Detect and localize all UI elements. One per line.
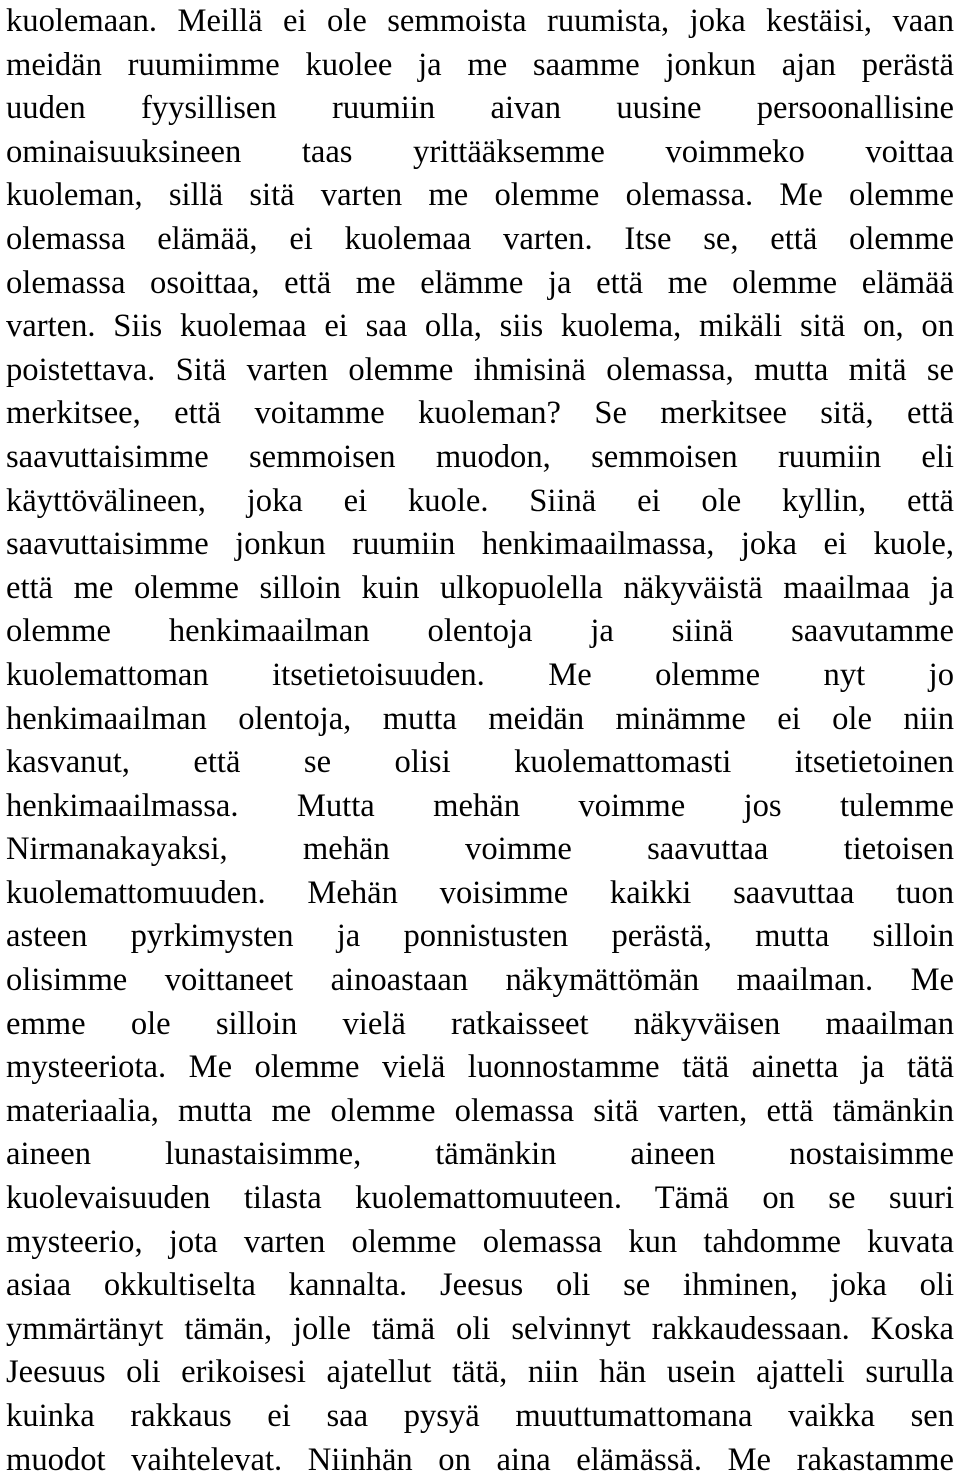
text-line: olemme henkimaailman olentoja ja siinä saavutamme xyxy=(6,613,954,650)
text-line: kuolemattoman itsetietoisuuden. Me olemme nyt jo xyxy=(6,656,954,693)
text-line: ymmärtänyt tämän, jolle tämä oli selvinnyt rakkaudessaan. Koska xyxy=(6,1310,954,1347)
text-line: Nirmanakayaksi, mehän voimme saavuttaa tietoisen xyxy=(6,831,954,868)
text-line: emme ole silloin vielä ratkaisseet näkyväisen maailman xyxy=(6,1005,954,1042)
text-line: merkitsee, että voitamme kuoleman? Se merkitsee sitä, että xyxy=(6,395,954,432)
text-line: asiaa okkultiselta kannalta. Jeesus oli se ihminen, joka oli xyxy=(6,1267,954,1304)
text-line: uuden fyysillisen ruumiin aivan uusine persoonallisine xyxy=(6,90,954,127)
text-line: meidän ruumiimme kuolee ja me saamme jonkun ajan perästä xyxy=(6,46,954,83)
text-line: käyttövälineen, joka ei kuole. Siinä ei ole kyllin, että xyxy=(6,482,954,519)
text-line: varten. Siis kuolemaa ei saa olla, siis kuolema, mikäli sitä on, on xyxy=(6,308,954,345)
text-line: materiaalia, mutta me olemme olemassa sitä varten, että tämänkin xyxy=(6,1092,954,1129)
text-line: poistettava. Sitä varten olemme ihmisinä olemassa, mutta mitä se xyxy=(6,351,954,388)
text-line: muodot vaihtelevat. Niinhän on aina elämässä. Me rakastamme xyxy=(6,1441,954,1478)
text-line: kuolemattomuuden. Mehän voisimme kaikki saavuttaa tuon xyxy=(6,874,954,911)
text-line: olemassa elämää, ei kuolemaa varten. Itse se, että olemme xyxy=(6,220,954,257)
text-line: kuinka rakkaus ei saa pysyä muuttumattomana vaikka sen xyxy=(6,1398,954,1434)
text-line: kasvanut, että se olisi kuolemattomasti itsetietoinen xyxy=(6,744,954,781)
document-page xyxy=(6,0,954,1482)
text-line: saavuttaisimme jonkun ruumiin henkimaailmassa, joka ei kuole, xyxy=(6,526,954,563)
text-line: saavuttaisimme semmoisen muodon, semmoisen ruumiin eli xyxy=(6,438,954,475)
text-line: aineen lunastaisimme, tämänkin aineen nostaisimme xyxy=(6,1136,954,1173)
text-line: olisimme voittaneet ainoastaan näkymättömän maailman. Me xyxy=(6,962,954,999)
text-line: mysteerio, jota varten olemme olemassa kun tahdomme kuvata xyxy=(6,1223,954,1260)
text-line: henkimaailman olentoja, mutta meidän minämme ei ole niin xyxy=(6,700,954,737)
text-line: ominaisuuksineen taas yrittääksemme voimmeko voittaa xyxy=(6,133,954,170)
text-line: mysteeriota. Me olemme vielä luonnostamme tätä ainetta ja tätä xyxy=(6,1049,954,1086)
text-line: että me olemme silloin kuin ulkopuolella näkyväistä maailmaa ja xyxy=(6,569,954,606)
text-line: asteen pyrkimysten ja ponnistusten perästä, mutta silloin xyxy=(6,918,954,955)
text-line: kuolevaisuuden tilasta kuolemattomuuteen. Tämä on se suuri xyxy=(6,1180,954,1217)
text-line: kuoleman, sillä sitä varten me olemme olemassa. Me olemme xyxy=(6,177,954,214)
text-line: olemassa osoittaa, että me elämme ja että me olemme elämää xyxy=(6,264,954,301)
text-line: kuolemaan. Meillä ei ole semmoista ruumista, joka kestäisi, vaan xyxy=(6,3,954,39)
text-line: henkimaailmassa. Mutta mehän voimme jos tulemme xyxy=(6,787,954,824)
text-line: Jeesuus oli erikoisesi ajatellut tätä, niin hän usein ajatteli surulla xyxy=(6,1354,954,1391)
